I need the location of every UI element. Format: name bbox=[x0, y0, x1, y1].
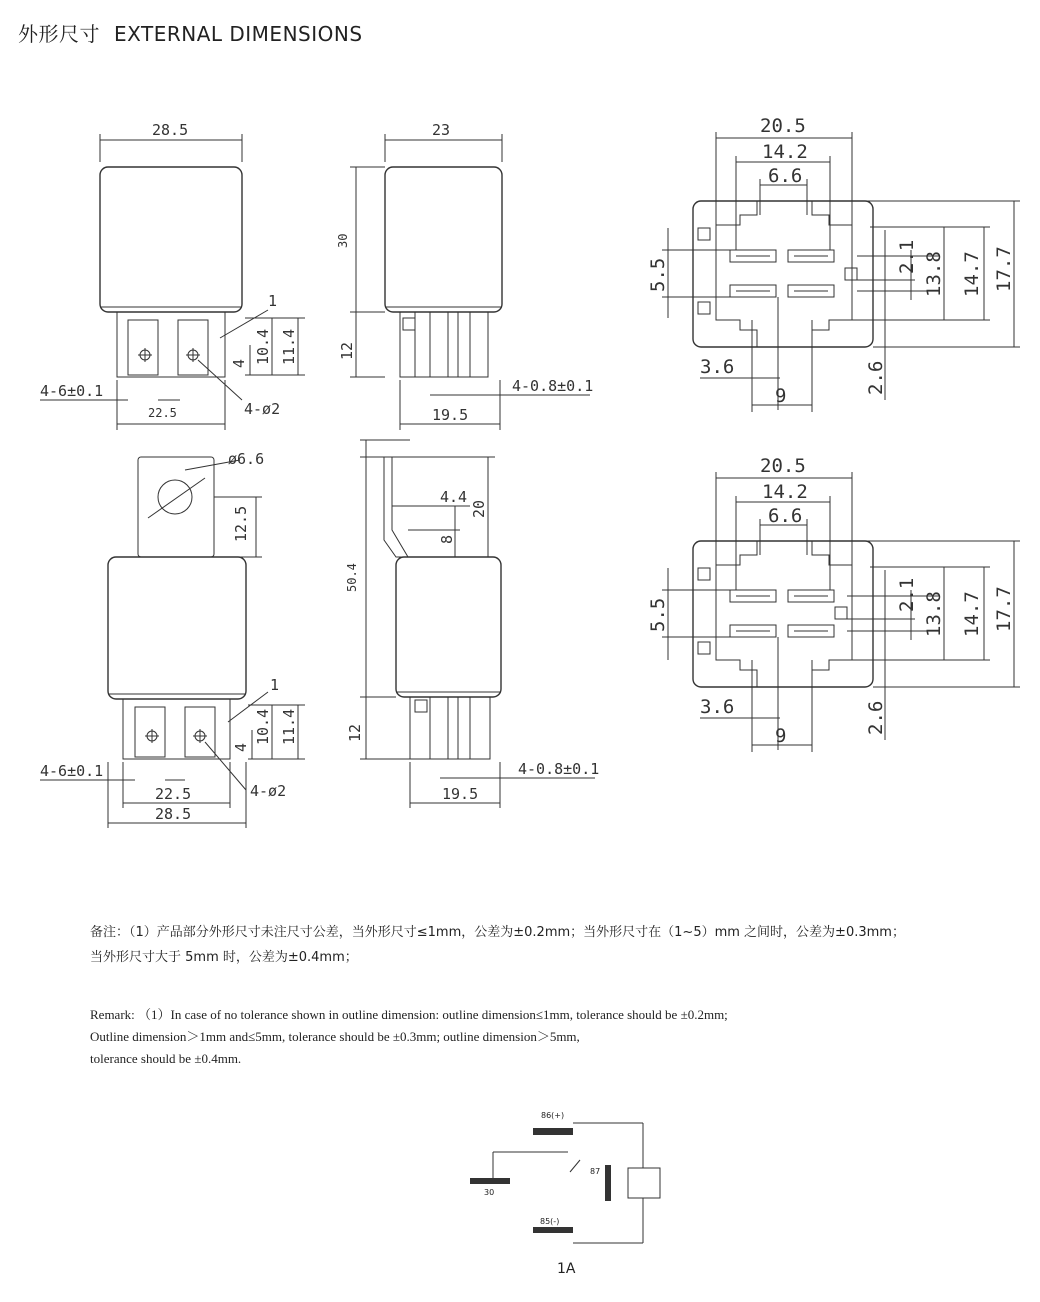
dim-22-5: 22.5 bbox=[148, 406, 177, 420]
dim-13-8: 13.8 bbox=[923, 251, 945, 297]
note-en-line2: Outline dimension＞1mm and≤5mm, tolerance should be ±0.3mm; outline dimension＞5mm, bbox=[90, 1029, 580, 1044]
dim-front-width: 28.5 bbox=[152, 121, 189, 139]
dim-50-4: 50.4 bbox=[345, 563, 359, 592]
dim-5-5: 5.5 bbox=[647, 257, 669, 292]
dim-14-2-b: 14.2 bbox=[762, 481, 808, 503]
dim-bracket-hole: ø6.6 bbox=[228, 450, 265, 468]
dim-2-1: 2.1 bbox=[896, 239, 918, 274]
note-en-line3: tolerance should be ±0.4mm. bbox=[90, 1051, 242, 1066]
dim-6-6-b: 6.6 bbox=[768, 505, 803, 527]
dim-19-5-b: 19.5 bbox=[442, 785, 479, 803]
pin-87-label: 87 bbox=[590, 1167, 601, 1176]
base-view-top bbox=[647, 115, 1020, 412]
note-en-line1: Remark: （1）In case of no tolerance shown in outline dimension: outline dimension≤1mm, tolerance should be ±0.2mm; bbox=[90, 1007, 728, 1022]
title-cn: 外形尺寸 bbox=[18, 22, 100, 46]
title-en: EXTERNAL DIMENSIONS bbox=[114, 22, 363, 46]
dim-side-width: 23 bbox=[432, 121, 451, 139]
schematic-caption: 1A bbox=[557, 1261, 576, 1277]
note-cn bbox=[90, 920, 1030, 970]
dim-1: 1 bbox=[268, 292, 278, 310]
dim-12-b: 12 bbox=[346, 723, 364, 742]
dim-hole: 4-ø2 bbox=[244, 400, 281, 418]
front-view-top bbox=[40, 121, 305, 430]
dim-4-b: 4 bbox=[232, 742, 250, 752]
dim-9: 9 bbox=[775, 385, 787, 407]
pin-30-label: 30 bbox=[484, 1188, 495, 1197]
dim-9-b: 9 bbox=[775, 725, 787, 747]
dim-17-7-b: 17.7 bbox=[993, 586, 1015, 632]
dim-12-5: 12.5 bbox=[232, 505, 250, 542]
dim-tol-4-08: 4-0.8±0.1 bbox=[512, 377, 594, 395]
note-cn-line2: 当外形尺寸大于 5mm 时，公差为±0.4mm； bbox=[90, 950, 358, 965]
dim-5-5-b: 5.5 bbox=[647, 597, 669, 632]
dim-14-2: 14.2 bbox=[762, 141, 808, 163]
dim-2-1-b: 2.1 bbox=[896, 577, 918, 612]
dim-3-6-b: 3.6 bbox=[700, 696, 735, 718]
dim-6-6: 6.6 bbox=[768, 165, 803, 187]
dim-4: 4 bbox=[230, 358, 248, 368]
note-en bbox=[90, 1004, 990, 1070]
dim-12: 12 bbox=[338, 341, 356, 360]
dim-14-7: 14.7 bbox=[961, 251, 983, 297]
dim-22-5-b: 22.5 bbox=[155, 785, 192, 803]
dim-8: 8 bbox=[438, 534, 456, 544]
dim-14-7-b: 14.7 bbox=[961, 591, 983, 637]
dim-11-4-b: 11.4 bbox=[280, 708, 298, 745]
note-cn-line1: 备注：（1）产品部分外形尺寸未注尺寸公差，当外形尺寸≤1mm，公差为±0.2mm；当外形尺寸在（1~5）mm 之间时，公差为±0.3mm； bbox=[90, 925, 905, 940]
dim-13-8-b: 13.8 bbox=[923, 591, 945, 637]
pin-86-label: 86(+) bbox=[541, 1111, 565, 1120]
dim-28-5-b: 28.5 bbox=[155, 805, 192, 823]
side-view-top bbox=[336, 121, 593, 430]
dim-10-4-b: 10.4 bbox=[254, 708, 272, 745]
dim-20-5: 20.5 bbox=[760, 115, 806, 137]
dim-10-4: 10.4 bbox=[254, 328, 272, 365]
dim-tol-4-6: 4-6±0.1 bbox=[40, 382, 104, 400]
pin-85-label: 85(-) bbox=[540, 1217, 560, 1226]
front-view-bracket bbox=[40, 450, 305, 828]
dim-20-5-b: 20.5 bbox=[760, 455, 806, 477]
dim-2-6: 2.6 bbox=[865, 360, 887, 395]
dim-2-6-b: 2.6 bbox=[865, 700, 887, 735]
base-view-bottom bbox=[647, 455, 1020, 752]
dim-30: 30 bbox=[336, 233, 350, 248]
dim-1-b: 1 bbox=[270, 676, 280, 694]
relay-schematic bbox=[470, 1111, 660, 1277]
dim-17-7: 17.7 bbox=[993, 246, 1015, 292]
dim-11-4: 11.4 bbox=[280, 328, 298, 365]
dim-4-4: 4.4 bbox=[440, 488, 468, 506]
dim-tol-4-6-b: 4-6±0.1 bbox=[40, 762, 104, 780]
dim-tol-4-08-b: 4-0.8±0.1 bbox=[518, 760, 600, 778]
dim-19-5: 19.5 bbox=[432, 406, 469, 424]
dim-20: 20 bbox=[470, 499, 488, 518]
side-view-bracket bbox=[345, 440, 599, 808]
dim-3-6: 3.6 bbox=[700, 356, 735, 378]
dim-hole-b: 4-ø2 bbox=[250, 782, 287, 800]
